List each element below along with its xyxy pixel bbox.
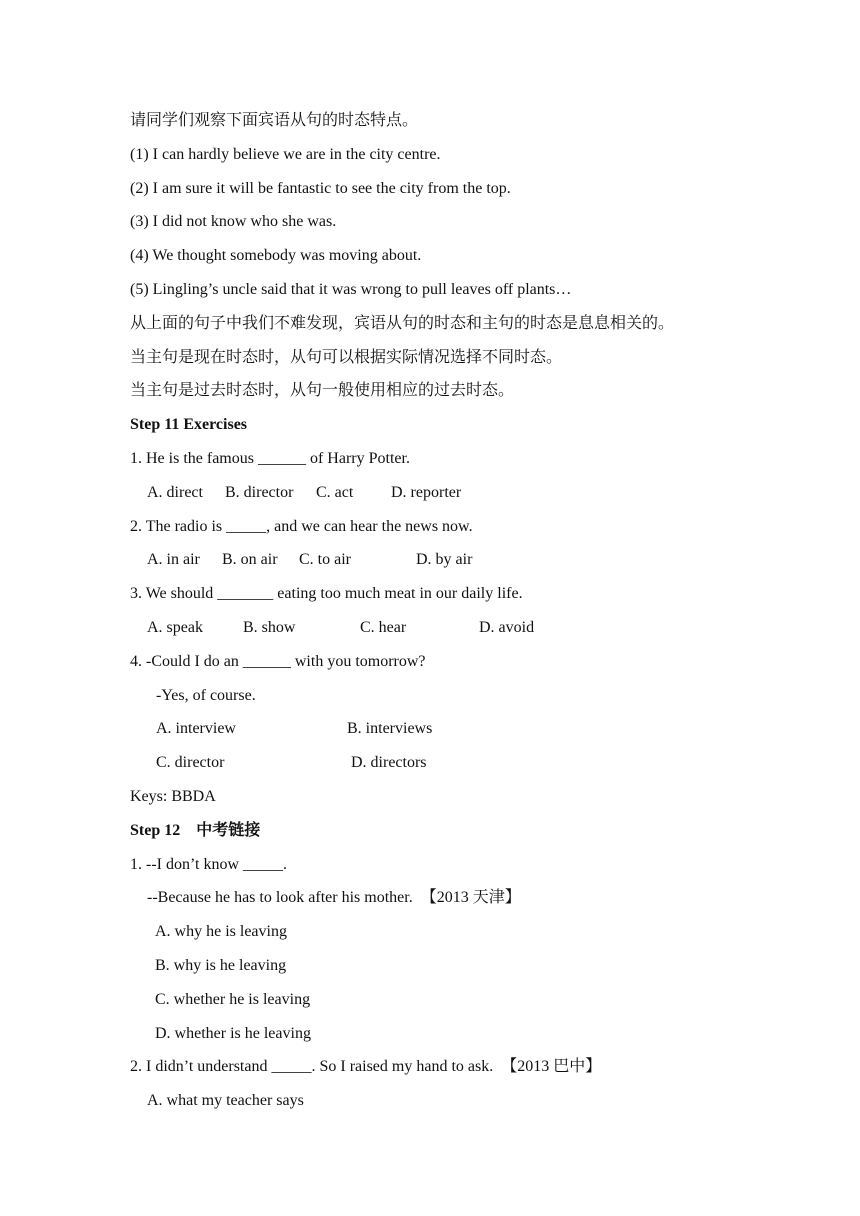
option-a: A. speak: [147, 618, 203, 636]
example-1: (1) I can hardly believe we are in the city centre.: [130, 145, 441, 163]
source-tag: 【2013 天津】: [420, 889, 521, 907]
option-c: C. director: [156, 754, 225, 772]
note-3: 当主句是过去时态时，从句一般使用相应的过去时态。: [130, 382, 515, 400]
step12-q2-option-a: A. what my teacher says: [147, 1092, 304, 1110]
option-d: D. reporter: [391, 483, 462, 501]
intro-line: 请同学们观察下面宾语从句的时态特点。: [130, 112, 419, 129]
option-d: D. by air: [416, 551, 473, 569]
step12-q1-reply: [130, 881, 830, 915]
step11-q1-options: [130, 476, 830, 510]
option-b: B. show: [243, 618, 296, 636]
option-c: C. act: [316, 483, 354, 501]
step11-q4-reply: -Yes, of course.: [156, 686, 256, 704]
option-b: B. on air: [222, 551, 278, 569]
step12-q1-option-a: A. why he is leaving: [155, 923, 287, 941]
option-d: D. avoid: [479, 618, 535, 636]
option-c: C. to air: [299, 551, 351, 569]
example-3: (3) I did not know who she was.: [130, 213, 337, 231]
note-2: 当主句是现在时态时，从句可以根据实际情况选择不同时态。: [130, 348, 563, 366]
step12-heading-cn: 中考链接: [196, 821, 261, 839]
step11-q4-stem: 4. -Could I do an ______ with you tomorrow?: [130, 652, 426, 670]
option-a: A. direct: [147, 483, 203, 501]
step12-q2-stem: [130, 1050, 830, 1084]
step11-q2-options: [130, 543, 830, 577]
step11-q3-options: [130, 611, 830, 645]
option-a: A. interview: [156, 720, 236, 738]
option-c: C. hear: [360, 618, 407, 636]
option-b: B. interviews: [347, 720, 433, 738]
step11-q3-stem: 3. We should _______ eating too much meat in our daily life.: [130, 585, 523, 603]
step12-heading-en: Step 12: [130, 821, 181, 839]
reply-text: --Because he has to look after his mother.: [147, 889, 413, 907]
step11-q2-stem: 2. The radio is _____, and we can hear the news now.: [130, 517, 473, 535]
option-d: D. directors: [351, 754, 427, 772]
step12-q1-stem: 1. --I don’t know _____.: [130, 855, 288, 873]
step12-q1-option-c: C. whether he is leaving: [155, 990, 311, 1008]
example-5: (5) Lingling’s uncle said that it was wrong to pull leaves off plants…: [130, 280, 572, 298]
step11-q4-options-row2: [130, 746, 830, 780]
step12-q1-option-d: D. whether is he leaving: [155, 1024, 311, 1042]
step11-q1-stem: 1. He is the famous ______ of Harry Potter.: [130, 449, 410, 467]
step12-q1-option-b: B. why is he leaving: [155, 956, 287, 974]
step11-keys: Keys: BBDA: [130, 787, 216, 805]
example-2: (2) I am sure it will be fantastic to see the city from the top.: [130, 179, 511, 197]
stem-text: 2. I didn’t understand _____. So I raised my hand to ask.: [130, 1058, 494, 1076]
example-4: (4) We thought somebody was moving about.: [130, 247, 422, 265]
document-body: [130, 104, 830, 1118]
step11-heading: Step 11 Exercises: [130, 416, 248, 434]
step11-q4-options-row1: [130, 712, 830, 746]
step12-heading: [130, 814, 830, 848]
source-tag: 【2013 巴中】: [501, 1058, 602, 1076]
option-b: B. director: [225, 483, 294, 501]
option-a: A. in air: [147, 551, 200, 569]
note-1: 从上面的句子中我们不难发现，宾语从句的时态和主句的时态是息息相关的。: [130, 314, 675, 332]
